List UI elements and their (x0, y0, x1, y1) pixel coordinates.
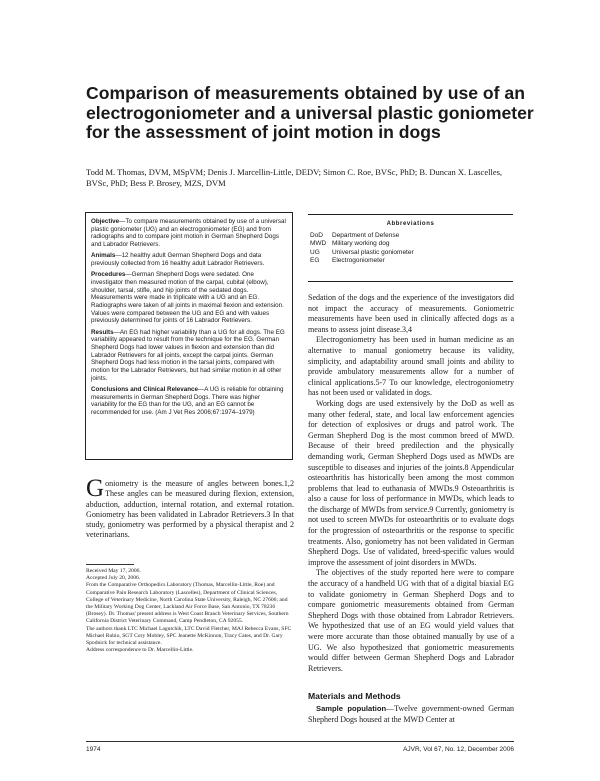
page-number: 1974 (86, 746, 101, 753)
abstract-box (85, 212, 293, 460)
intro-paragraph (86, 475, 294, 541)
abstract-animals (91, 252, 287, 267)
footnotes (86, 568, 294, 654)
abstract-animals-head: Animals (91, 252, 116, 260)
abstract-results-text: —An EG had higher variability than a UG for all dogs. The EG variability appeared to result from the technique for the EG. German Shepherd Dogs had lower values in flexion and extension than did Labrador Retrievers for all joints, except the carpal joints. German Shepherd Dogs had less motion in the tarsal joints, compared with motion for the Labrador Retrievers, but had similar motion in all other joints. (91, 328, 285, 382)
abstract-objective (91, 218, 287, 249)
abbreviation-row (308, 249, 513, 258)
abbreviation-row (308, 257, 513, 266)
body-paragraph: Electrogoniometry has been used in human medicine as an alternative to manual goniometry because its validity, simplicity, and adaptability around small joints and ability to provide ambulatory measurements allow for a number of clinical applications.5-7 To our knowledge, electrogoniometry has not been used or validated in dogs. (308, 335, 514, 398)
abstract-conclusions-text: —A UG is reliable for obtaining measurements in German Shepherd Dogs. There was higher variability for the EG than for the UG, and an EG cannot be recommended for use. (Am J Vet Res 2006;67:1974–1979) (91, 386, 284, 417)
section-heading-methods: Materials and Methods (308, 691, 401, 701)
methods-paragraph (308, 704, 514, 725)
footnote-received: Received May 17, 2006. (86, 568, 141, 574)
abbreviation-definition: Military working dog (332, 240, 390, 248)
abstract-results-head: Results (91, 328, 114, 336)
abbreviation-key: UG (310, 248, 320, 256)
abstract-objective-text: —To compare measurements obtained by use of a universal plastic goniometer (UG) and an electrogoniometer (EG) and from radiographs and to compare joint motion in German Shepherd Dogs and Labrador Retrievers. (91, 218, 286, 249)
abstract-procedures-text: —German Shepherd Dogs were sedated. One investigator then measured motion of the carpal, cubital (elbow), shoulder, tarsal, stifle, and hip joints of the sedated dogs. Measurements were made in triplicate with a UG and an EG. Radiographs were taken of all joints in maximal flexion and extension. Values were compared between the UG and EG and with values previously determined for joints of 16 Labrador Retrievers. (91, 271, 284, 325)
abstract-conclusions-head: Conclusions and Clinical Relevance (91, 386, 198, 394)
footer-rule (86, 741, 514, 742)
abstract-objective-head: Objective (91, 218, 120, 225)
journal-citation: AJVR, Vol 67, No. 12, December 2006 (403, 746, 514, 753)
footnote-accepted: Accepted July 20, 2006. (86, 575, 141, 582)
body-paragraph: Sedation of the dogs and the experience of the investigators did not impact the accuracy of measurements. Goniometric measurements have been used in clinically affected dogs as a means to assess joint disease.3,4 (308, 293, 514, 334)
abbreviation-definition: Universal plastic goniometer (332, 248, 414, 256)
body-paragraph: The objectives of the study reported here were to compare the accuracy of a handheld UG with that of a digital biaxial EG to validate goniometry in German Shepherd Dogs and to compare goniometric measurements obtained from German Shepherd Dogs with those obtained from Labrador Retrievers. We hypothesized that use of an EG would yield values that were more accurate than those obtained manually by use of a UG. We also hypothesized that goniometric measurements would differ between German Shepherd Dogs and Labrador Retrievers. (308, 568, 514, 673)
abbreviations-box (308, 214, 513, 282)
methods-text: —Twelve government-owned German Shepherd Dogs housed at the MWD Center at (308, 704, 514, 724)
abbreviation-row (308, 240, 513, 249)
footnote-acknowledgments: The authors thank LTC Michael Lagutchik, LTC David Fletcher, MAJ Rebecca Evans, SFC Michael Rubio, SGT Cory Mobley, SPC Jeanette McKinnon, Tracy Cates, and Dr. Gary Spodnick for technical assistance. (86, 625, 292, 647)
body-paragraph: Working dogs are used extensively by the DoD as well as many other federal, state, and local law enforcement agencies for detection of explosives or drugs and patrol work. The German Shepherd Dog is the most common breed of MWD. Because of their breed predilection and the physically demanding work, German Shepherd Dogs used as MWDs are susceptible to diseases and injuries of the joints.8 Appendicular osteoarthritis has historically been among the most common problems that lead to euthanasia of MWDs.9 Osteoarthritis is also a cause for loss of performance in MWDs, which leads to the discharge of MWDs from service.9 Currently, goniometry is not used to screen MWDs for osteoarthritis or to evaluate dogs for the progression of osteoarthritis or the response to specific treatments. Also, goniometry has not been validated in German Shepherd Dogs. Use of validated, breed-specific values would improve the assessment of joint disorders in MWDs. (308, 398, 514, 567)
drop-cap: G (86, 475, 105, 502)
abstract-procedures-head: Procedures (91, 271, 126, 279)
abbreviation-key: MWD (310, 240, 327, 248)
footnote-affiliation: From the Comparative Orthopedics Laboratory (Thomas, Marcellin-Little, Roe) and Comparative Pain Research Laboratory (Lascelles), Department of Clinical Sciences, College of Veterinary Medicine, North Carolina State University, Raleigh, NC 27606; and the Military Working Dog Center, Lackland Air Force Base, San Antonio, TX 78236 (Brosey). Dr. Thomas' present address is West Coast Branch Veterinary Services, Southern California District Veterinary Command, Camp Pendleton, CA 92055. (86, 582, 289, 625)
abstract-procedures (91, 271, 287, 325)
abstract-conclusions (91, 386, 287, 417)
abbreviation-row (308, 232, 513, 241)
article-title: Comparison of measurements obtained by use of an electrogoniometer and a universal plastic goniometer for the assessment of joint motion in dogs (86, 83, 534, 142)
footnote-rule (86, 564, 134, 565)
abstract-animals-text: —12 healthy adult German Shepherd Dogs and data previously collected from 16 healthy adult Labrador Retrievers. (91, 252, 265, 268)
abbreviation-key: EG (310, 257, 320, 265)
footnote-correspondence: Address correspondence to Dr. Marcellin-Little. (86, 647, 194, 654)
intro-text: oniometry is the measure of angles between bones.1,2 These angles can be measured during flexion, extension, abduction, adduction, internal rotation, and external rotation. Goniometry has been validated in Labrador Retrievers.3 In that study, goniometry was performed by a physical therapist and 2 veterinarians. (86, 479, 294, 540)
abbreviation-definition: Electrogoniometer (332, 257, 385, 265)
author-list: Todd M. Thomas, DVM, MSpVM; Denis J. Marcellin-Little, DEDV; Simon C. Roe, BVSc, PhD; B. Duncan X. Lascelles, BVSc, PhD; Bess P. Brosey, MZS, DVM (86, 167, 503, 188)
abstract-results (91, 329, 287, 383)
abbreviations-title: Abbreviations (386, 221, 435, 227)
abbreviation-definition: Department of Defense (332, 231, 400, 239)
methods-lead: Sample population (316, 704, 387, 713)
body-column-right (308, 293, 514, 674)
abbreviation-key: DoD (310, 231, 324, 239)
